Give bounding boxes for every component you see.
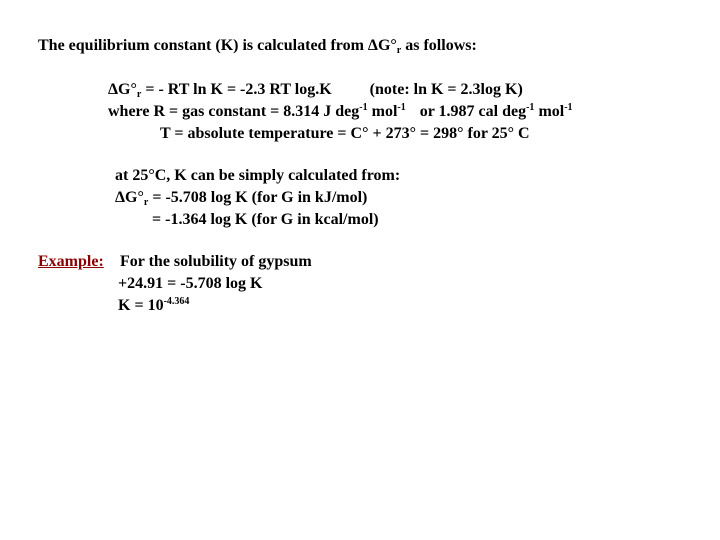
example-line3-base: K = 10 (118, 297, 164, 314)
equation-line (108, 80, 523, 100)
temperature-text: T = absolute temperature = C° + 273° = 298° for 25° C (160, 125, 530, 142)
intro-sub-r: r (396, 45, 402, 56)
kj-rhs: = -5.708 log K (for G in kJ/mol) (152, 189, 368, 206)
where-exp1: -1 (359, 102, 368, 113)
where-mol: mol (371, 103, 398, 120)
kj-sub-r: r (143, 197, 149, 208)
at25-text: at 25°C, K can be simply calculated from: (115, 167, 401, 184)
equation-delta-g: ΔG° (108, 81, 137, 98)
intro-tail: as follows: (405, 37, 477, 54)
kcal-line (152, 210, 379, 230)
intro-delta-g: ΔG° (367, 37, 397, 54)
equation-sub-r: r (136, 89, 142, 100)
example-line3-exp: -4.364 (163, 296, 190, 307)
temperature-line (160, 124, 530, 144)
example-label-line (38, 252, 104, 272)
equation-rhs: = - RT ln K = -2.3 RT log.K (145, 81, 332, 98)
kj-line (115, 188, 367, 208)
at25-line (115, 166, 400, 186)
where-prefix: where R = gas constant = 8.314 J deg (108, 103, 360, 120)
where-mol2: mol (538, 103, 565, 120)
example-line2 (118, 274, 262, 294)
intro-text: The equilibrium constant (K) is calculated from (38, 37, 364, 54)
where-middle: or 1.987 cal deg (419, 103, 527, 120)
equation-note: (note: ln K = 2.3log K) (369, 81, 523, 98)
where-exp4: -1 (564, 102, 573, 113)
where-line (108, 102, 573, 122)
where-exp2: -1 (397, 102, 406, 113)
example-line2-text: +24.91 = -5.708 log K (118, 275, 263, 292)
kcal-rhs: = -1.364 log K (for G in kcal/mol) (152, 211, 379, 228)
intro-line (38, 36, 477, 56)
example-label: Example: (38, 253, 104, 270)
example-line3 (118, 296, 189, 316)
example-line1-text: For the solubility of gypsum (120, 253, 312, 270)
where-exp3: -1 (526, 102, 535, 113)
kj-delta-g: ΔG° (115, 189, 144, 206)
example-line1 (120, 252, 312, 272)
